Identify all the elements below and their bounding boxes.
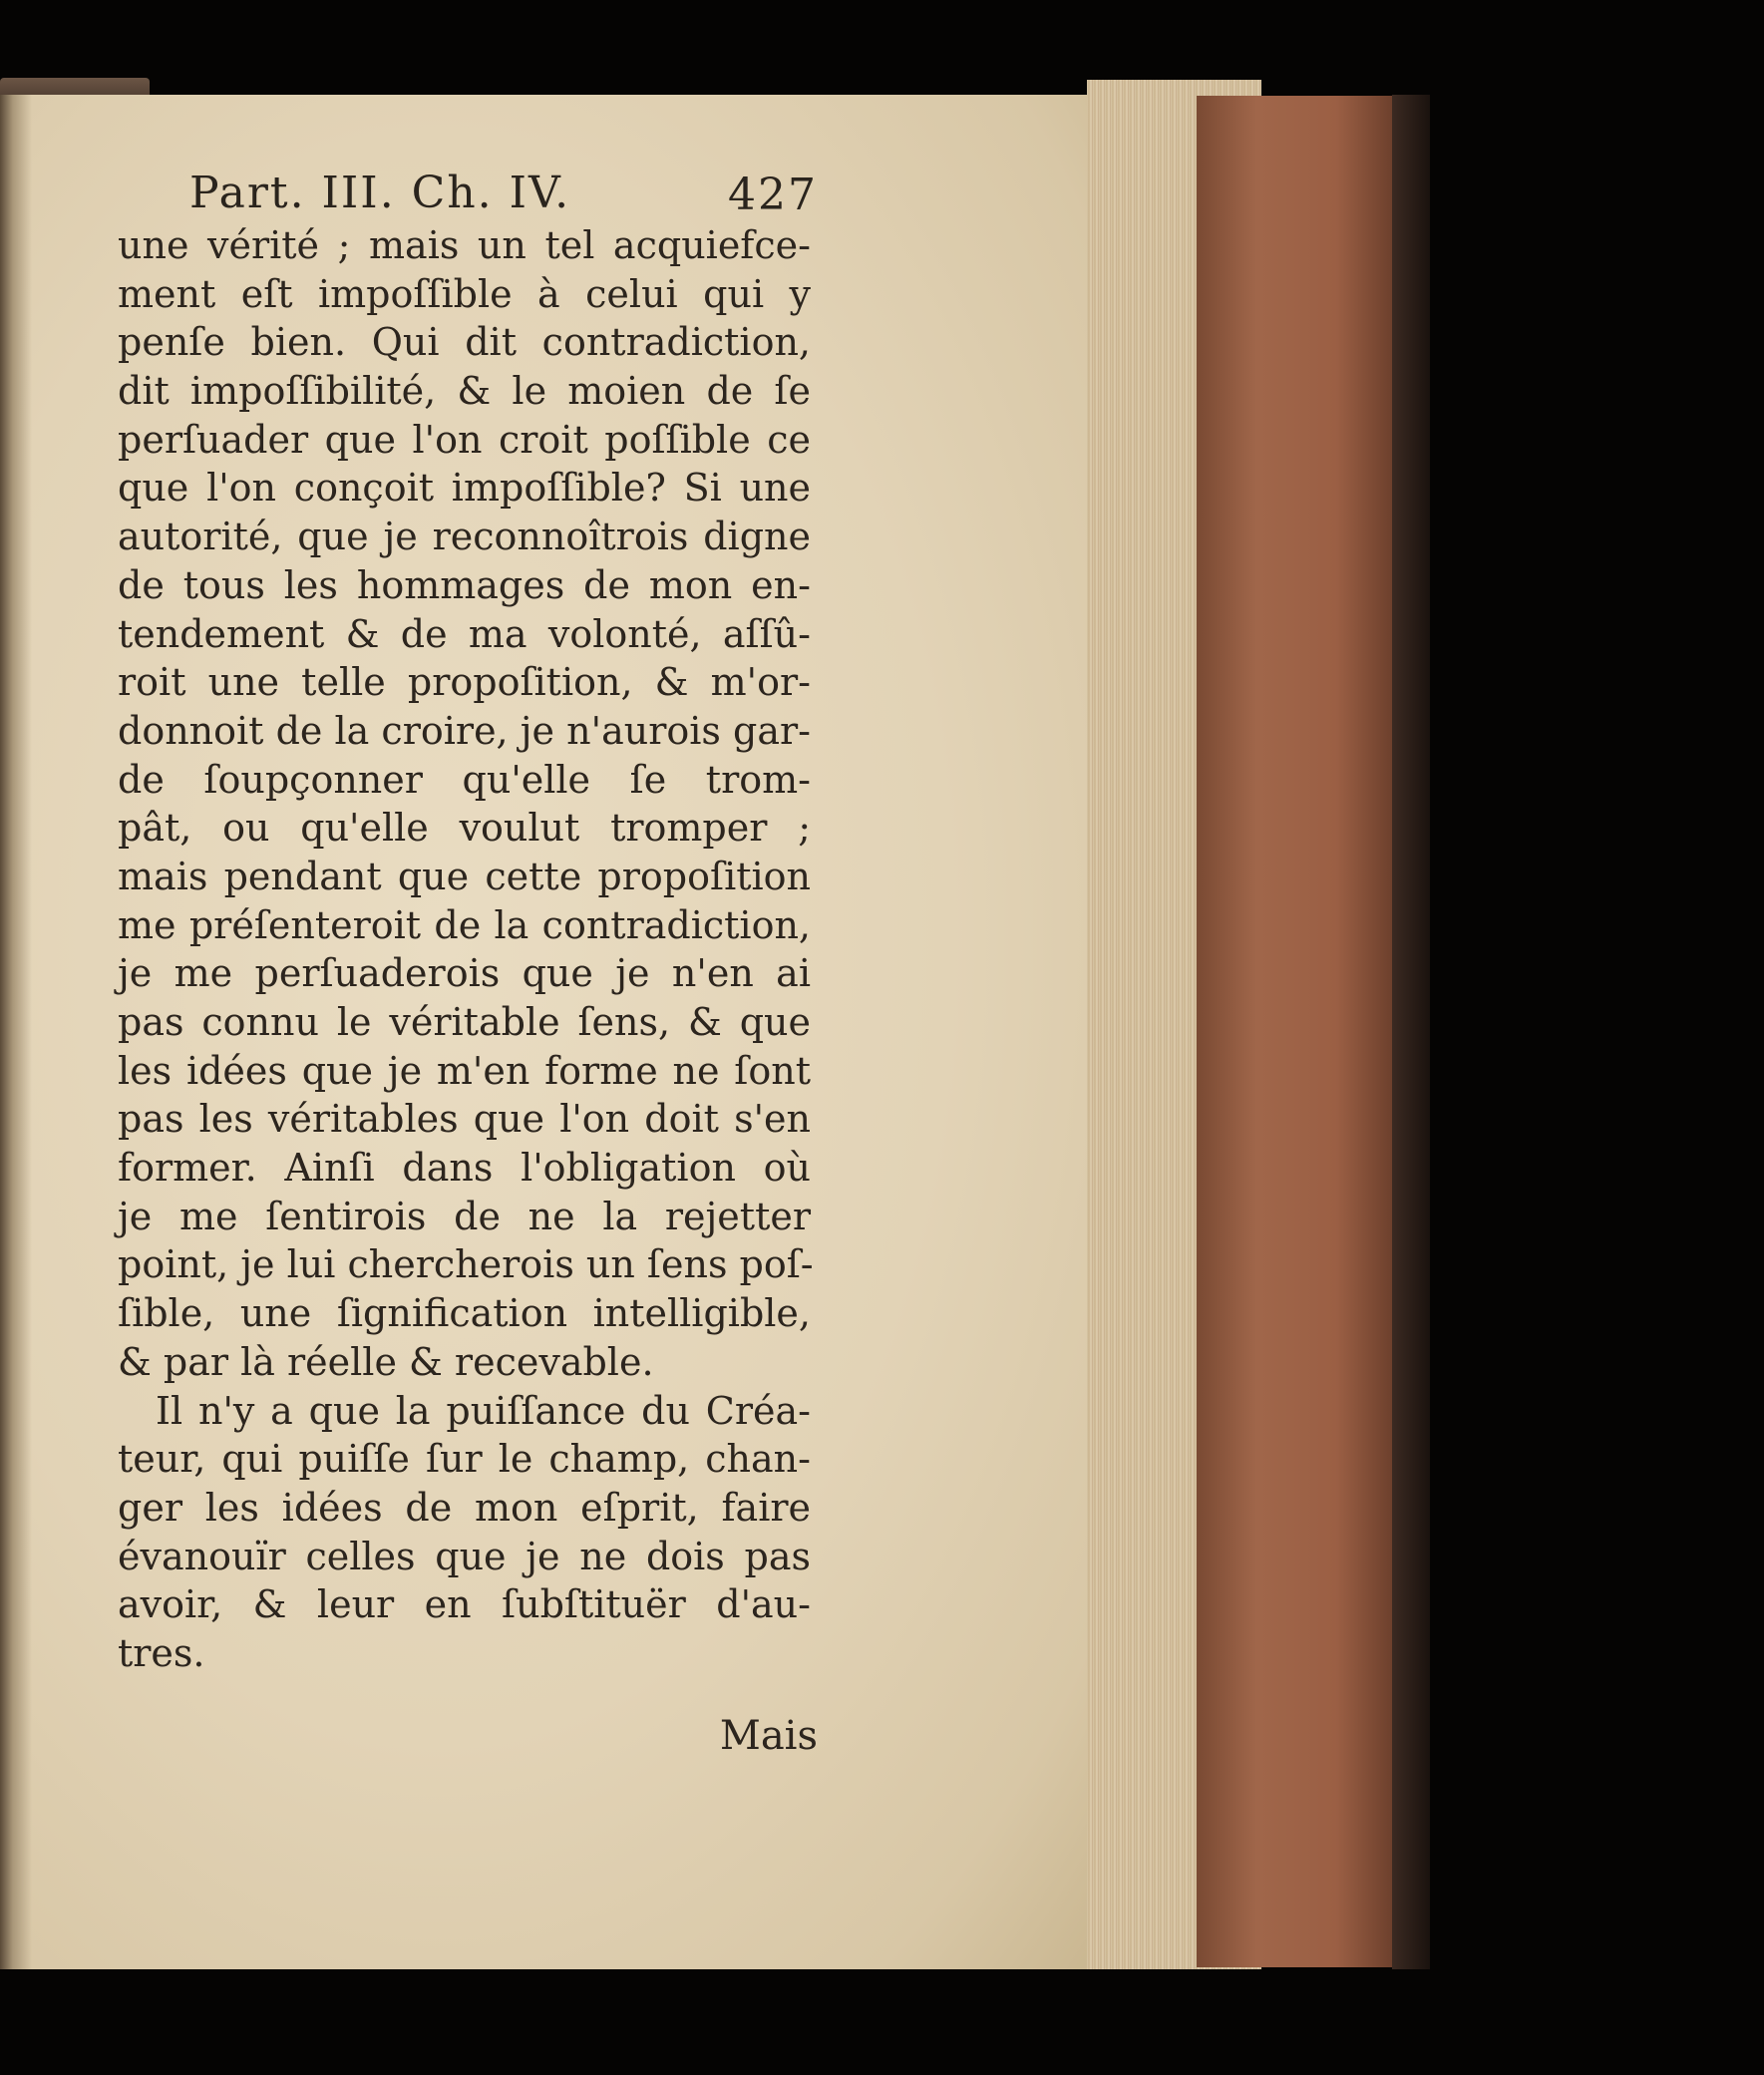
text-line: point, je lui chercherois un ſens poſ- [118, 1242, 814, 1287]
text-line: former. Ainſi dans l'obligation où [118, 1146, 811, 1191]
text-line: ment eſt impoſſible à celui qui y [118, 271, 811, 316]
text-block [118, 221, 814, 1678]
text-line: évanouïr celles que je ne dois pas [118, 1534, 811, 1578]
red-sprinkled-edge [1197, 96, 1396, 1967]
paragraph-2 [118, 1387, 811, 1678]
text-line: pas connu le véritable ſens, & que [118, 1000, 811, 1044]
text-line: pât, ou qu'elle voulut tromper ; [118, 806, 811, 851]
text-line: de tous les hommages de mon en- [118, 562, 811, 607]
running-head [189, 168, 818, 227]
text-line: ger les idées de mon eſprit, faire [118, 1485, 811, 1530]
text-line: de ſoupçonner qu'elle ſe trom- [118, 757, 811, 802]
text-line: donnoit de la croire, je n'aurois gar- [118, 708, 811, 753]
page-number: 427 [728, 170, 818, 220]
text-line: autorité, que je reconnoîtrois digne [118, 515, 811, 559]
text-line: je me perſuaderois que je n'en ai [118, 951, 811, 996]
spine-shadow [0, 95, 32, 1969]
text-line: tendement & de ma volonté, aſſû- [118, 611, 811, 656]
book-cover [1392, 95, 1430, 1969]
text-line: roit une telle propoſition, & m'or- [118, 660, 811, 705]
text-line: tres. [118, 1630, 205, 1675]
text-line: les idées que je m'en forme ne ſont [118, 1048, 811, 1093]
text-line: & par là réelle & recevable. [118, 1339, 654, 1384]
text-line: teur, qui puiſſe ſur le champ, chan- [118, 1437, 811, 1482]
paragraph-1 [118, 221, 814, 1387]
text-line: perſuader que l'on croit poſſible ce [118, 417, 811, 462]
text-line: que l'on conçoit impoſſible? Si une [118, 466, 811, 511]
text-line: penſe bien. Qui dit contradiction, [118, 320, 811, 365]
text-line: ſible, une ſignification intelligible, [118, 1291, 811, 1336]
text-line: Il n'y a que la puiſſance du Créa- [156, 1388, 811, 1433]
text-line: pas les véritables que l'on doit s'en [118, 1097, 811, 1142]
text-line: dit impoſſibilité, & le moien de ſe [118, 369, 811, 414]
text-line: avoir, & leur en ſubſtituër d'au- [118, 1582, 811, 1627]
text-line: une vérité ; mais un tel acquiefce- [118, 223, 811, 267]
running-head-title: Part. III. Ch. IV. [189, 168, 571, 218]
text-line: mais pendant que cette propoſition [118, 854, 811, 898]
text-line: me préſenteroit de la contradiction, [118, 902, 811, 947]
text-line: je me ſentirois de ne la rejetter [118, 1194, 811, 1238]
catchword: Mais [719, 1713, 818, 1759]
